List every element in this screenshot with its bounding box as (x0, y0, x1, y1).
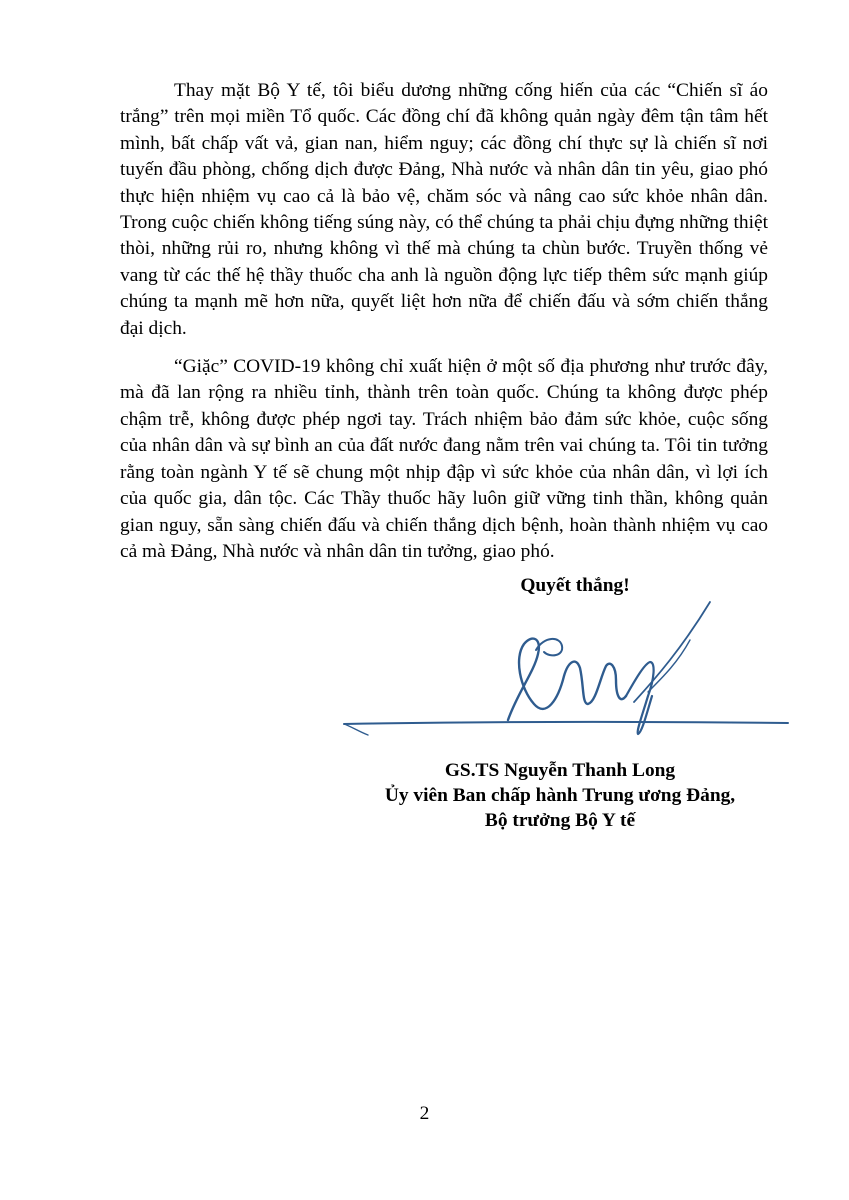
closing-phrase: Quyết thắng! (520, 575, 630, 596)
handwritten-signature (338, 592, 798, 752)
signer-block (370, 758, 750, 833)
signer-name: GS.TS Nguyễn Thanh Long (444, 760, 676, 781)
signer-title-line-2: Bộ trưởng Bộ Y tế (484, 810, 636, 831)
paragraph-2: “Giặc” COVID-19 không chỉ xuất hiện ở một số địa phương như trước đây, mà đã lan rộng ra nhiều tỉnh, thành trên toàn quốc. Chúng ta không được phép chậm trễ, không được phép ngơi tay. Trách nhiệm bảo đảm sức khỏe, cuộc sống của nhân dân và sự bình an của đất nước đang nằm trên vai chúng ta. Tôi tin tưởng rằng toàn ngành Y tế sẽ chung một nhịp đập vì sức khỏe của nhân dân, vì lợi ích của quốc gia, dân tộc. Các Thầy thuốc hãy luôn giữ vững tinh thần, không quản gian nguy, sẵn sàng chiến đấu và chiến thắng dịch bệnh, hoàn thành nhiệm vụ cao cả mà Đảng, Nhà nước và nhân dân tin tưởng, giao phó. (120, 356, 768, 562)
letter-body (120, 78, 768, 565)
signer-title-line-1: Ủy viên Ban chấp hành Trung ương Đảng, (384, 785, 736, 806)
page-number: 2 (419, 1103, 430, 1124)
paragraph-1: Thay mặt Bộ Y tế, tôi biểu dương những cống hiến của các “Chiến sĩ áo trắng” trên mọi miền Tổ quốc. Các đồng chí đã không quản ngày đêm tận tâm hết mình, bất chấp vất vả, gian nan, hiểm nguy; các đồng chí thực sự là chiến sĩ nơi tuyến đầu phòng, chống dịch được Đảng, Nhà nước và nhân dân tin yêu, giao phó thực hiện nhiệm vụ cao cả là bảo vệ, chăm sóc và nâng cao sức khỏe nhân dân. Trong cuộc chiến không tiếng súng này, có thể chúng ta phải chịu đựng những thiệt thòi, những rủi ro, nhưng không vì thế mà chúng ta chùn bước. Truyền thống vẻ vang từ các thế hệ thầy thuốc cha anh là nguồn động lực tiếp thêm sức mạnh giúp chúng ta mạnh mẽ hơn nữa, quyết liệt hơn nữa để chiến đấu và sớm chiến thắng đại dịch. (120, 80, 768, 339)
